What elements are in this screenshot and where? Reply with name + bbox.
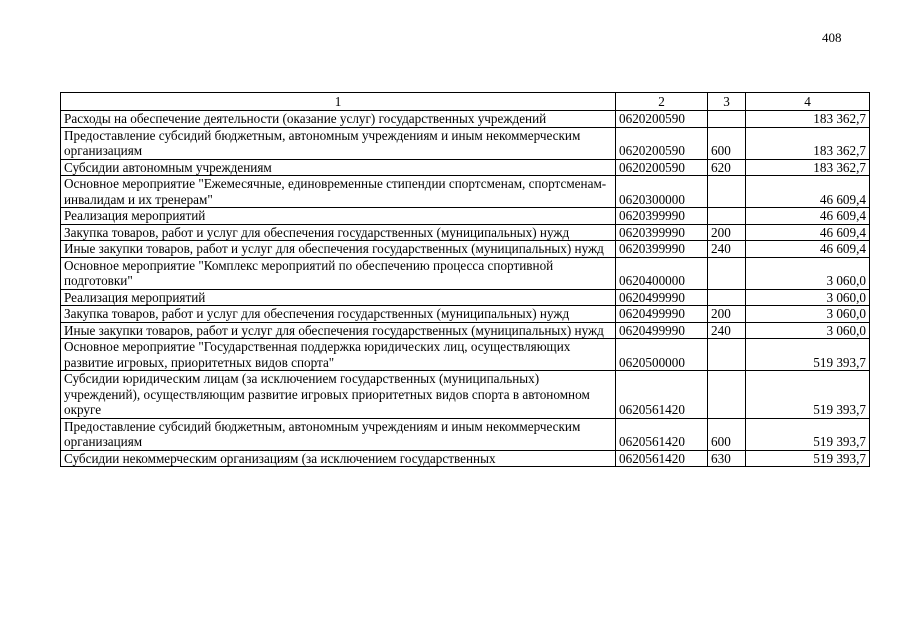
row-name: Реализация мероприятий <box>61 208 616 225</box>
row-name: Субсидии юридическим лицам (за исключением государственных (муниципальных) учреждений), осуществляющим развитие игровых приоритетных видов спорта в автономном округе <box>61 371 616 419</box>
row-amount: 183 362,7 <box>746 159 870 176</box>
row-amount: 519 393,7 <box>746 418 870 450</box>
row-amount: 183 362,7 <box>746 127 870 159</box>
budget-table <box>60 92 870 467</box>
row-code: 0620499990 <box>616 322 708 339</box>
column-header-4: 4 <box>746 93 870 111</box>
table-row <box>61 127 870 159</box>
table-row <box>61 111 870 128</box>
row-amount: 46 609,4 <box>746 224 870 241</box>
row-code: 0620200590 <box>616 159 708 176</box>
row-type: 600 <box>708 127 746 159</box>
table-row <box>61 208 870 225</box>
row-amount: 519 393,7 <box>746 339 870 371</box>
column-header-2: 2 <box>616 93 708 111</box>
row-type: 200 <box>708 306 746 323</box>
row-code: 0620561420 <box>616 418 708 450</box>
row-type: 620 <box>708 159 746 176</box>
row-type <box>708 208 746 225</box>
row-name: Субсидии некоммерческим организациям (за исключением государственных <box>61 450 616 467</box>
row-code: 0620399990 <box>616 224 708 241</box>
row-amount: 519 393,7 <box>746 371 870 419</box>
column-header-1: 1 <box>61 93 616 111</box>
row-name: Предоставление субсидий бюджетным, автономным учреждениям и иным некоммерческим организациям <box>61 418 616 450</box>
row-type: 600 <box>708 418 746 450</box>
column-header-3: 3 <box>708 93 746 111</box>
table-row <box>61 322 870 339</box>
row-type <box>708 289 746 306</box>
row-type <box>708 371 746 419</box>
row-name: Иные закупки товаров, работ и услуг для обеспечения государственных (муниципальных) нужд <box>61 322 616 339</box>
table-row <box>61 241 870 258</box>
row-amount: 3 060,0 <box>746 322 870 339</box>
row-amount: 3 060,0 <box>746 306 870 323</box>
row-type: 200 <box>708 224 746 241</box>
row-amount: 46 609,4 <box>746 176 870 208</box>
row-code: 0620399990 <box>616 241 708 258</box>
row-code: 0620500000 <box>616 339 708 371</box>
row-code: 0620499990 <box>616 306 708 323</box>
row-amount: 46 609,4 <box>746 208 870 225</box>
row-name: Иные закупки товаров, работ и услуг для обеспечения государственных (муниципальных) нужд <box>61 241 616 258</box>
row-name: Основное мероприятие "Государственная поддержка юридических лиц, осуществляющих развитие игровых, приоритетных видов спорта" <box>61 339 616 371</box>
row-code: 0620399990 <box>616 208 708 225</box>
table-row <box>61 418 870 450</box>
row-code: 0620499990 <box>616 289 708 306</box>
row-code: 0620200590 <box>616 127 708 159</box>
table-row <box>61 257 870 289</box>
table-row <box>61 339 870 371</box>
row-name: Предоставление субсидий бюджетным, автономным учреждениям и иным некоммерческим организациям <box>61 127 616 159</box>
table-row <box>61 450 870 467</box>
row-code: 0620400000 <box>616 257 708 289</box>
table-header-row <box>61 93 870 111</box>
row-type: 630 <box>708 450 746 467</box>
row-amount: 519 393,7 <box>746 450 870 467</box>
row-type: 240 <box>708 322 746 339</box>
table-row <box>61 306 870 323</box>
row-type <box>708 339 746 371</box>
row-code: 0620200590 <box>616 111 708 128</box>
row-amount: 183 362,7 <box>746 111 870 128</box>
table-row <box>61 159 870 176</box>
row-code: 0620561420 <box>616 371 708 419</box>
table-row <box>61 289 870 306</box>
page-number: 408 <box>822 30 842 45</box>
row-name: Основное мероприятие "Ежемесячные, единовременные стипендии спортсменам, спортсменам-инвалидам и их тренерам" <box>61 176 616 208</box>
row-name: Закупка товаров, работ и услуг для обеспечения государственных (муниципальных) нужд <box>61 224 616 241</box>
row-type <box>708 257 746 289</box>
table-row <box>61 176 870 208</box>
row-name: Субсидии автономным учреждениям <box>61 159 616 176</box>
row-type: 240 <box>708 241 746 258</box>
row-name: Реализация мероприятий <box>61 289 616 306</box>
row-code: 0620561420 <box>616 450 708 467</box>
row-code: 0620300000 <box>616 176 708 208</box>
table-row <box>61 371 870 419</box>
row-name: Основное мероприятие "Комплекс мероприятий по обеспечению процесса спортивной подготовки" <box>61 257 616 289</box>
row-amount: 3 060,0 <box>746 289 870 306</box>
table-row <box>61 224 870 241</box>
row-amount: 46 609,4 <box>746 241 870 258</box>
row-name: Расходы на обеспечение деятельности (оказание услуг) государственных учреждений <box>61 111 616 128</box>
row-name: Закупка товаров, работ и услуг для обеспечения государственных (муниципальных) нужд <box>61 306 616 323</box>
row-amount: 3 060,0 <box>746 257 870 289</box>
row-type <box>708 176 746 208</box>
row-type <box>708 111 746 128</box>
